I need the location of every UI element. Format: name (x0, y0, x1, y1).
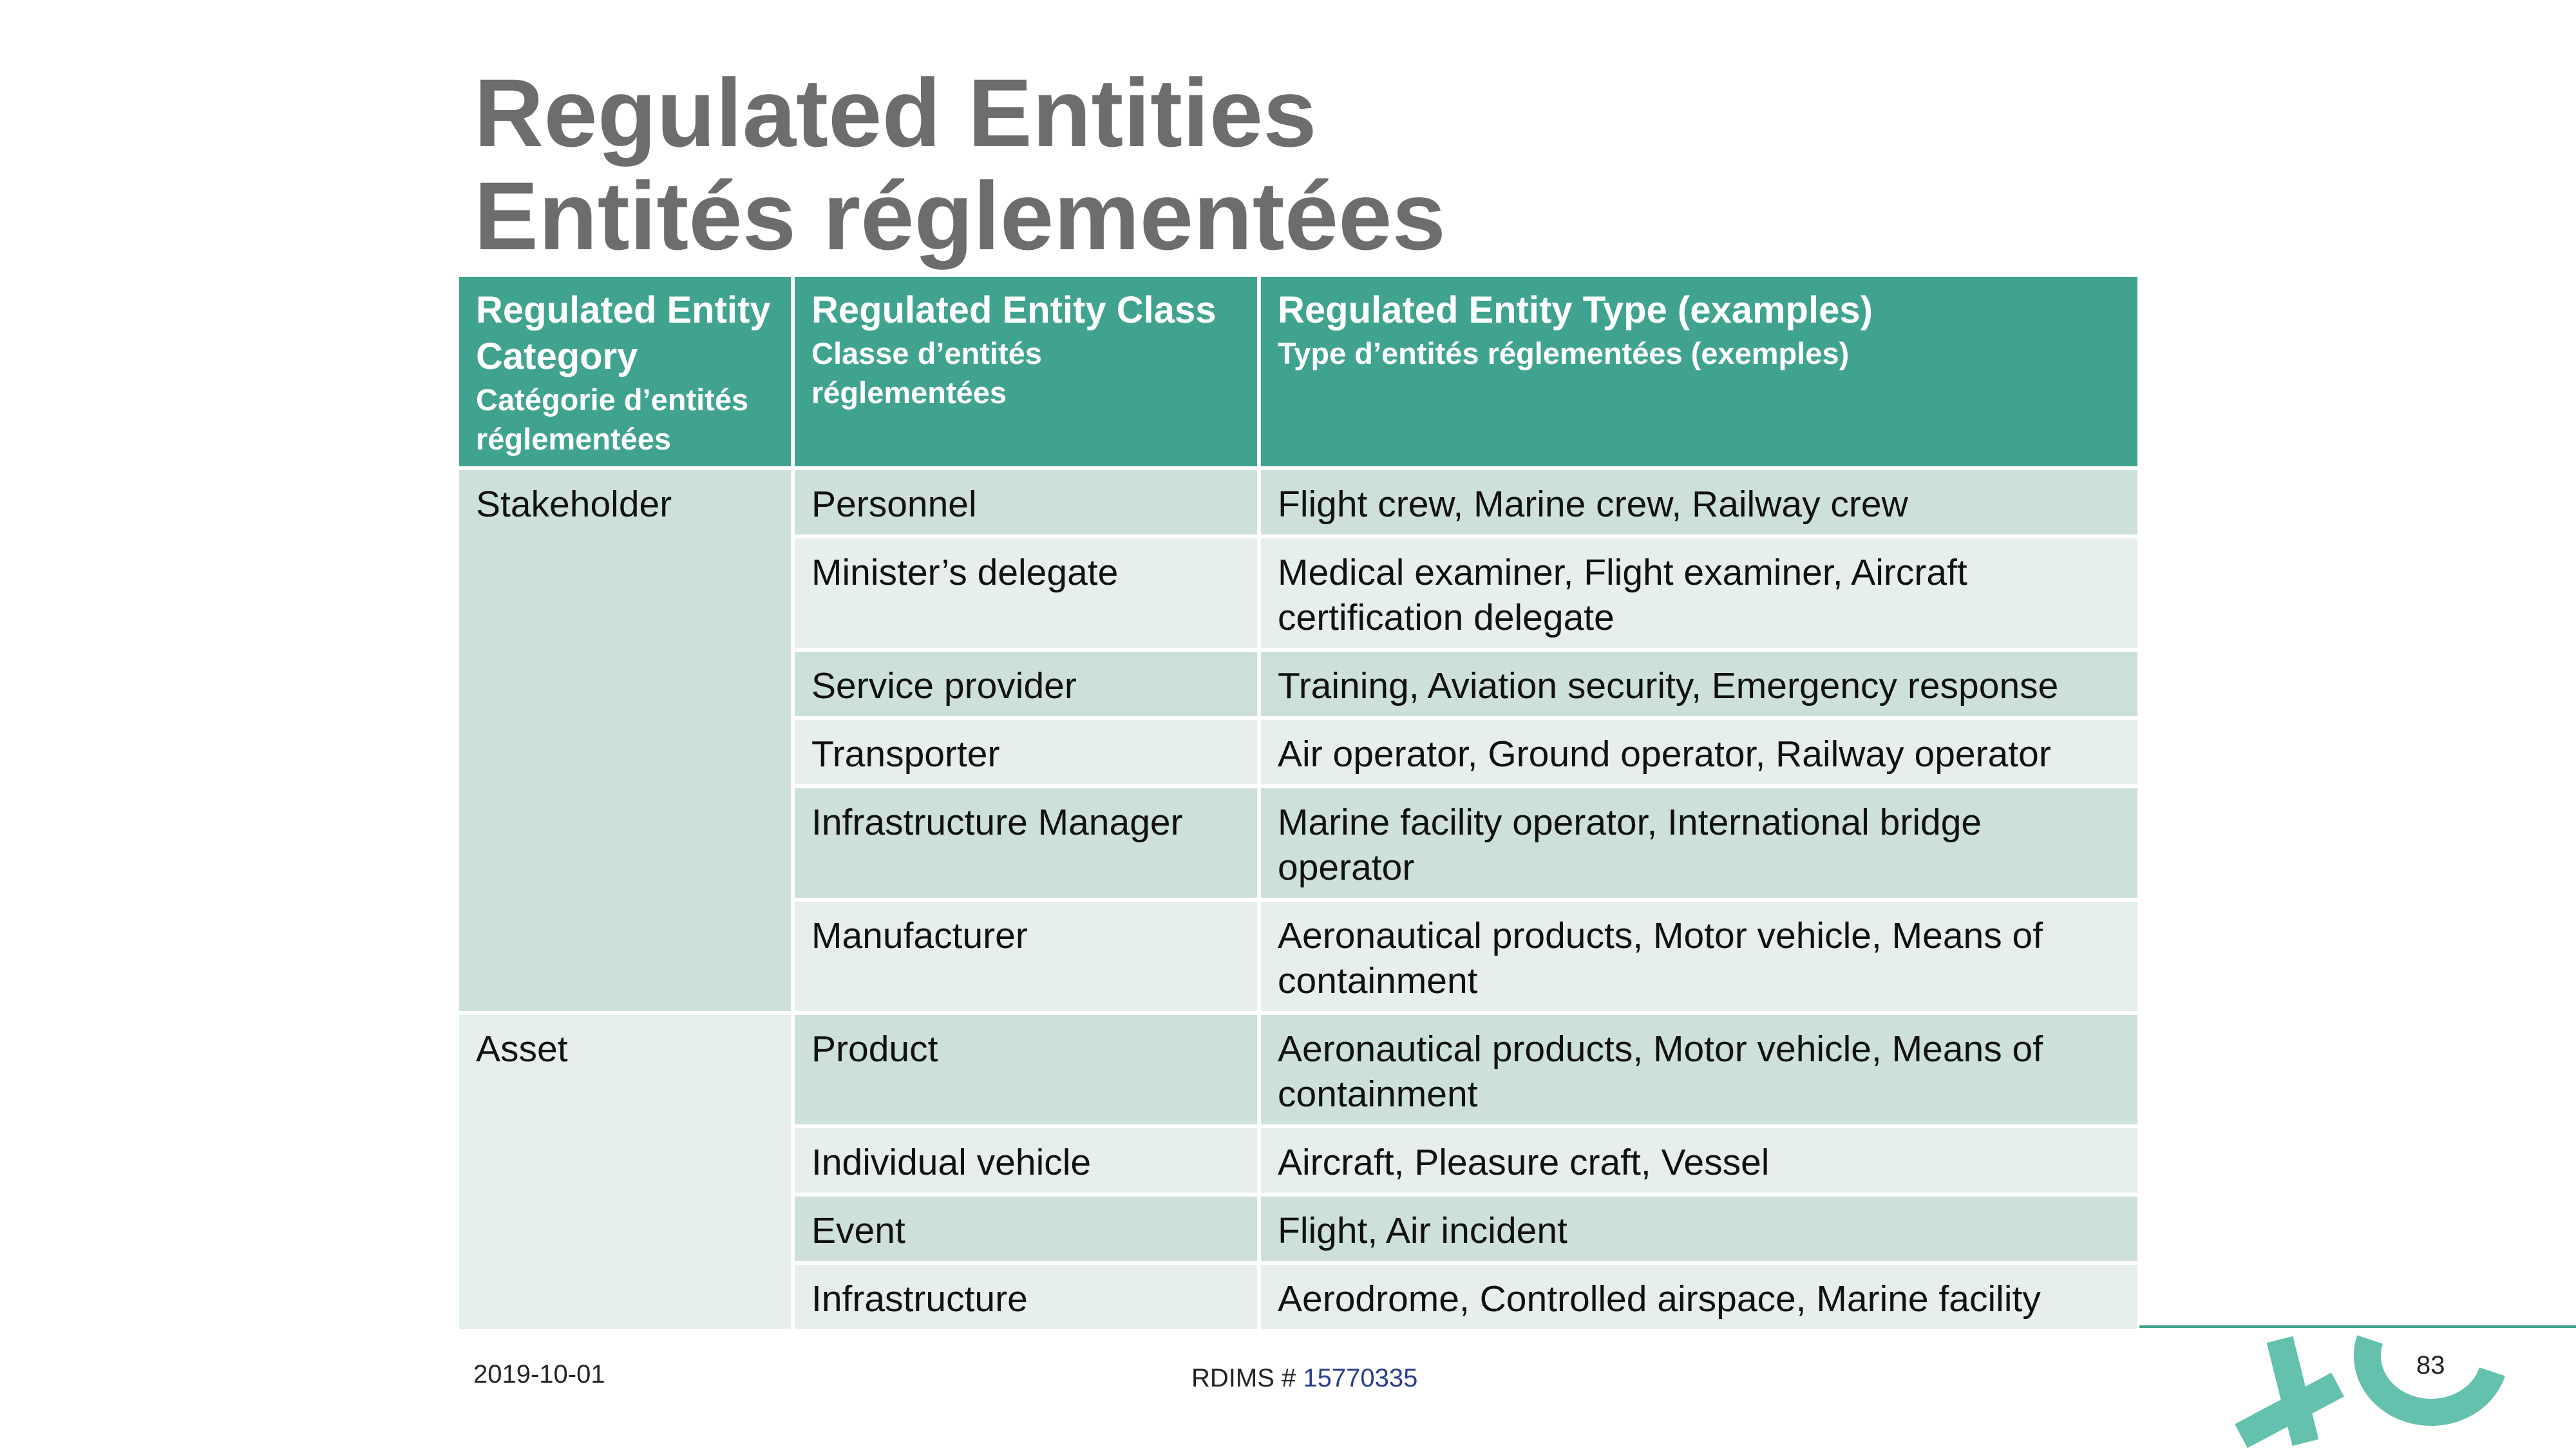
type-cell: Aircraft, Pleasure craft, Vessel (1259, 1126, 2139, 1195)
header-category (457, 275, 793, 468)
table-header-row (457, 275, 2139, 468)
header-type-fr: Type d’entités réglementées (exemples) (1278, 336, 1850, 370)
class-cell: Product (793, 1013, 1259, 1126)
type-cell: Aerodrome, Controlled airspace, Marine facility (1259, 1263, 2139, 1331)
header-type-en: Regulated Entity Type (examples) (1278, 289, 1873, 331)
slide-title (474, 59, 1446, 270)
class-cell: Individual vehicle (793, 1126, 1259, 1195)
type-cell: Aeronautical products, Motor vehicle, Means of containment (1259, 1013, 2139, 1126)
rdims-label: RDIMS # (1191, 1364, 1303, 1392)
header-class-en: Regulated Entity Class (811, 289, 1217, 331)
type-cell: Marine facility operator, International bridge operator (1259, 786, 2139, 900)
tc-logo-icon (2235, 1327, 2518, 1449)
type-cell: Medical examiner, Flight examiner, Aircraft certification delegate (1259, 536, 2139, 650)
type-cell: Aeronautical products, Motor vehicle, Means of containment (1259, 900, 2139, 1013)
category-cell-stakeholder: Stakeholder (457, 468, 793, 1013)
type-cell: Flight crew, Marine crew, Railway crew (1259, 468, 2139, 536)
header-class (793, 275, 1259, 468)
type-cell: Training, Aviation security, Emergency response (1259, 650, 2139, 718)
type-cell: Flight, Air incident (1259, 1195, 2139, 1263)
table-row (457, 468, 2139, 536)
class-cell: Event (793, 1195, 1259, 1263)
footer-date: 2019-10-01 (473, 1360, 605, 1388)
class-cell: Infrastructure (793, 1263, 1259, 1331)
category-cell-asset: Asset (457, 1013, 793, 1331)
class-cell: Service provider (793, 650, 1259, 718)
table-row (457, 1013, 2139, 1126)
header-category-en: Regulated Entity Category (476, 289, 771, 377)
header-category-fr: Catégorie d’entités réglementées (476, 383, 749, 456)
class-cell: Personnel (793, 468, 1259, 536)
header-type (1259, 275, 2139, 468)
title-english: Regulated Entities (474, 59, 1317, 167)
type-cell: Air operator, Ground operator, Railway operator (1259, 718, 2139, 786)
class-cell: Minister’s delegate (793, 536, 1259, 650)
page-number: 83 (2416, 1351, 2445, 1379)
header-class-fr: Classe d’entités réglementées (811, 336, 1042, 410)
title-french: Entités réglementées (474, 162, 1446, 270)
footer-rdims (1191, 1364, 1417, 1393)
rdims-number: 15770335 (1303, 1364, 1418, 1392)
regulated-entities-table (455, 273, 2141, 1333)
class-cell: Manufacturer (793, 900, 1259, 1013)
class-cell: Transporter (793, 718, 1259, 786)
class-cell: Infrastructure Manager (793, 786, 1259, 900)
